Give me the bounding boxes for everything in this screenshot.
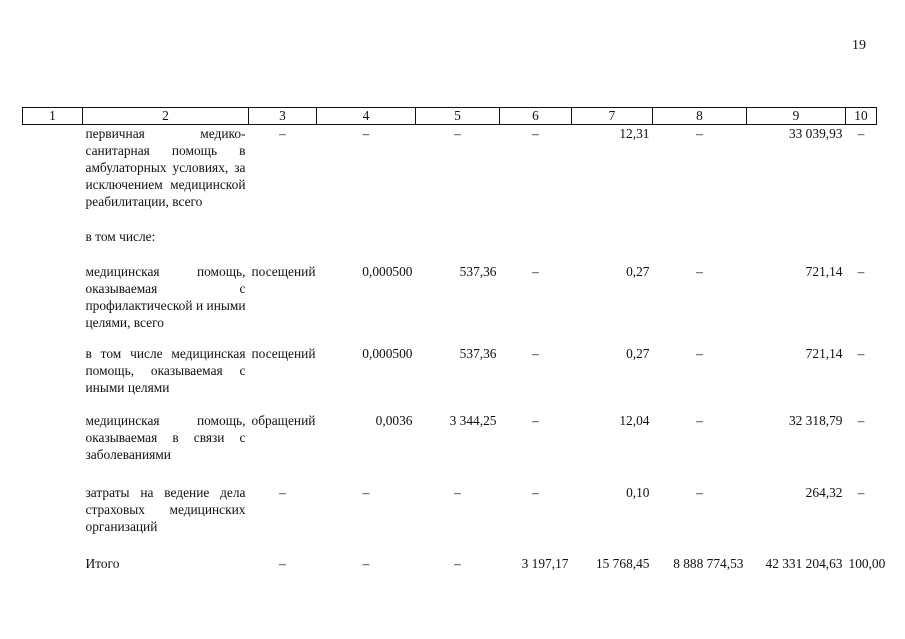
cell-col4: 0,000500 bbox=[362, 264, 413, 279]
cell-col1 bbox=[23, 412, 83, 484]
cell-col6: – bbox=[532, 485, 539, 500]
cell-col10 bbox=[846, 228, 877, 263]
cell-col8 bbox=[653, 228, 747, 263]
col-header-10: 10 bbox=[846, 108, 877, 125]
cell-col10: – bbox=[857, 264, 865, 279]
table-row-total bbox=[23, 555, 877, 579]
cell-col10: 100,00 bbox=[848, 556, 886, 571]
cell-col6: – bbox=[532, 264, 539, 279]
cell-col9: 32 318,79 bbox=[788, 413, 843, 428]
cell-col10: – bbox=[857, 126, 865, 141]
cell-col7: 12,31 bbox=[619, 126, 650, 141]
column-number-header bbox=[23, 108, 877, 125]
cell-description: первичная медико-санитарная помощь в амбулаторных условиях, за исключением медицинской реабилитации, всего bbox=[85, 126, 246, 209]
col-header-6: 6 bbox=[500, 108, 572, 125]
cell-col4 bbox=[317, 228, 416, 263]
cell-description: Итого bbox=[85, 556, 120, 571]
cell-col5: 537,36 bbox=[459, 346, 497, 361]
col-header-9: 9 bbox=[747, 108, 846, 125]
cell-col8: – bbox=[696, 346, 703, 361]
cell-col1 bbox=[23, 484, 83, 555]
cell-col9: 721,14 bbox=[805, 264, 843, 279]
cell-col1 bbox=[23, 228, 83, 263]
cell-col7: 0,10 bbox=[626, 485, 650, 500]
cell-col7: 15 768,45 bbox=[595, 556, 650, 571]
cell-col6: – bbox=[532, 126, 539, 141]
cell-col8: – bbox=[696, 485, 703, 500]
table-row-including bbox=[23, 228, 877, 263]
col-header-1: 1 bbox=[23, 108, 83, 125]
cell-col9: 721,14 bbox=[805, 346, 843, 361]
cell-col7: 12,04 bbox=[619, 413, 650, 428]
col-header-4: 4 bbox=[317, 108, 416, 125]
cell-col10: – bbox=[857, 485, 865, 500]
cell-col5: – bbox=[454, 485, 461, 500]
cell-col5 bbox=[416, 228, 500, 263]
cell-col5: 3 344,25 bbox=[449, 413, 497, 428]
table-row-prophylactic bbox=[23, 263, 877, 345]
table-row-primary-care bbox=[23, 125, 877, 229]
cell-description: в том числе: bbox=[85, 229, 156, 244]
cell-col9: 264,32 bbox=[805, 485, 843, 500]
cell-col7: 0,27 bbox=[626, 346, 650, 361]
cell-unit: посещений bbox=[251, 264, 316, 279]
cell-unit: обращений bbox=[251, 413, 316, 428]
cell-col7 bbox=[572, 228, 653, 263]
cell-col9: 33 039,93 bbox=[788, 126, 843, 141]
cell-col1 bbox=[23, 345, 83, 412]
cell-col4: – bbox=[362, 126, 370, 141]
cell-col6: 3 197,17 bbox=[521, 556, 569, 571]
cell-col4: 0,0036 bbox=[375, 413, 413, 428]
cell-col5: – bbox=[454, 126, 461, 141]
cell-unit: – bbox=[279, 485, 286, 500]
cell-col7: 0,27 bbox=[626, 264, 650, 279]
col-header-3: 3 bbox=[249, 108, 317, 125]
financing-table-container bbox=[22, 107, 886, 579]
cell-col4: – bbox=[362, 556, 370, 571]
cell-col9 bbox=[747, 228, 846, 263]
cell-col4: – bbox=[362, 485, 370, 500]
cell-col5: 537,36 bbox=[459, 264, 497, 279]
page-number: 19 bbox=[852, 38, 866, 53]
col-header-2: 2 bbox=[83, 108, 249, 125]
cell-col8: – bbox=[696, 413, 703, 428]
cell-description: медицинская помощь, оказываемая с профилактической и иными целями, всего bbox=[85, 264, 246, 330]
cell-col9: 42 331 204,63 bbox=[765, 556, 843, 571]
cell-unit: – bbox=[279, 556, 286, 571]
cell-description: затраты на ведение дела страховых медицинских организаций bbox=[85, 485, 246, 534]
cell-col8: 8 888 774,53 bbox=[673, 556, 744, 571]
cell-col10: – bbox=[857, 413, 865, 428]
cell-description: в том числе медицинская помощь, оказываемая с иными целями bbox=[85, 346, 246, 395]
table-row-insurance-costs bbox=[23, 484, 877, 555]
cell-unit bbox=[249, 228, 317, 263]
cell-col8: – bbox=[696, 264, 703, 279]
cell-col1 bbox=[23, 125, 83, 229]
table-row-other-purposes bbox=[23, 345, 877, 412]
cell-description: медицинская помощь, оказываемая в связи с заболеваниями bbox=[85, 413, 246, 462]
cell-unit: – bbox=[279, 126, 286, 141]
cell-col1 bbox=[23, 555, 83, 579]
cell-col10: – bbox=[857, 346, 865, 361]
cell-col8: – bbox=[696, 126, 703, 141]
cell-col5: – bbox=[454, 556, 461, 571]
cell-col6: – bbox=[532, 413, 539, 428]
cell-col4: 0,000500 bbox=[362, 346, 413, 361]
cell-col1 bbox=[23, 263, 83, 345]
financing-table bbox=[22, 107, 886, 579]
table-row-diseases bbox=[23, 412, 877, 484]
cell-col6: – bbox=[532, 346, 539, 361]
cell-unit: посещений bbox=[251, 346, 316, 361]
col-header-8: 8 bbox=[653, 108, 747, 125]
cell-col6 bbox=[500, 228, 572, 263]
col-header-5: 5 bbox=[416, 108, 500, 125]
col-header-7: 7 bbox=[572, 108, 653, 125]
